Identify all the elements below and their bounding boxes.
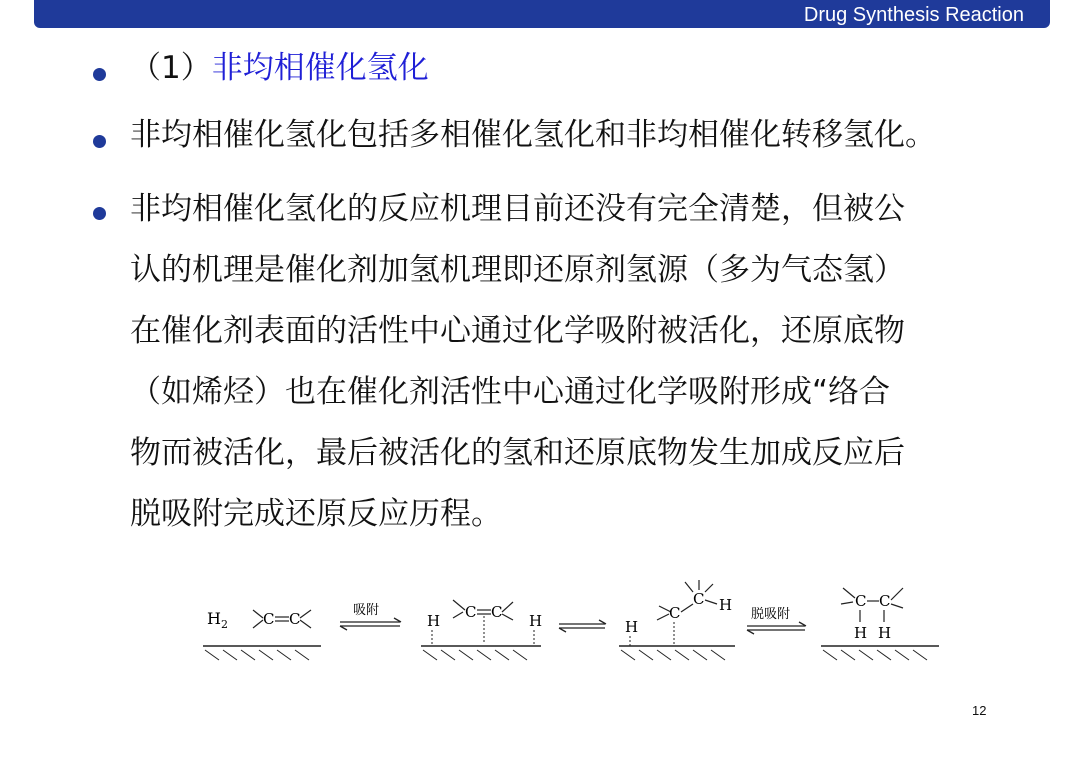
atom-h: H [529, 612, 543, 630]
atom-h: H [878, 624, 892, 642]
equilibrium-arrow [559, 620, 606, 632]
heading-text: 非均相催化氢化 [211, 50, 429, 86]
bullet-3-line-4: （如烯烃）也在催化剂活性中心通过化学吸附形成“络合 [130, 374, 891, 410]
bullet-3-line-5: 物而被活化，最后被活化的氢和还原底物发生加成反应后 [130, 435, 905, 471]
bullet-3-line-6: 脱吸附完成还原反应历程。 [130, 496, 502, 532]
stage-reactants [203, 609, 321, 660]
atom-c: C [879, 592, 891, 610]
atom-h: H [625, 618, 639, 636]
hydrogenation-mechanism-diagram [195, 570, 955, 670]
atom-h: H [427, 612, 441, 630]
stage-intermediate [619, 580, 735, 660]
atom-c: C [669, 604, 681, 622]
page-number: 12 [972, 703, 987, 718]
adsorption-label: 吸附 [353, 603, 380, 618]
bullet-dot [93, 207, 106, 220]
stage-product [821, 588, 939, 660]
heading-line [130, 48, 429, 88]
bullet-3-line-2: 认的机理是催化剂加氢机理即还原剂氢源（多为气态氢） [130, 252, 905, 288]
atom-c: C [289, 610, 301, 628]
atom-c: C [693, 590, 705, 608]
atom-c: C [855, 592, 867, 610]
atom-c: C [491, 603, 503, 621]
bullet-dot [93, 135, 106, 148]
adsorption-arrow [340, 603, 401, 630]
header-title: Drug Synthesis Reaction [803, 4, 1024, 26]
bullet-dot [93, 68, 106, 81]
h2-label: $H_2$ [207, 609, 228, 631]
desorption-arrow [747, 607, 806, 634]
atom-h: H [854, 624, 868, 642]
atom-c: C [263, 610, 275, 628]
bullet-3-line-3: 在催化剂表面的活性中心通过化学吸附被活化，还原底物 [130, 313, 905, 349]
bullet-3-line-1: 非均相催化氢化的反应机理目前还没有完全清楚，但被公 [130, 191, 905, 227]
bullet-2-text: 非均相催化氢化包括多相催化氢化和非均相催化转移氢化。 [130, 117, 936, 153]
stage-adsorbed [421, 600, 542, 660]
desorption-label: 脱吸附 [751, 607, 791, 622]
atom-c: C [465, 603, 477, 621]
heading-number: （1） [130, 50, 212, 86]
header-bar [34, 0, 1050, 28]
atom-h: H [719, 596, 733, 614]
